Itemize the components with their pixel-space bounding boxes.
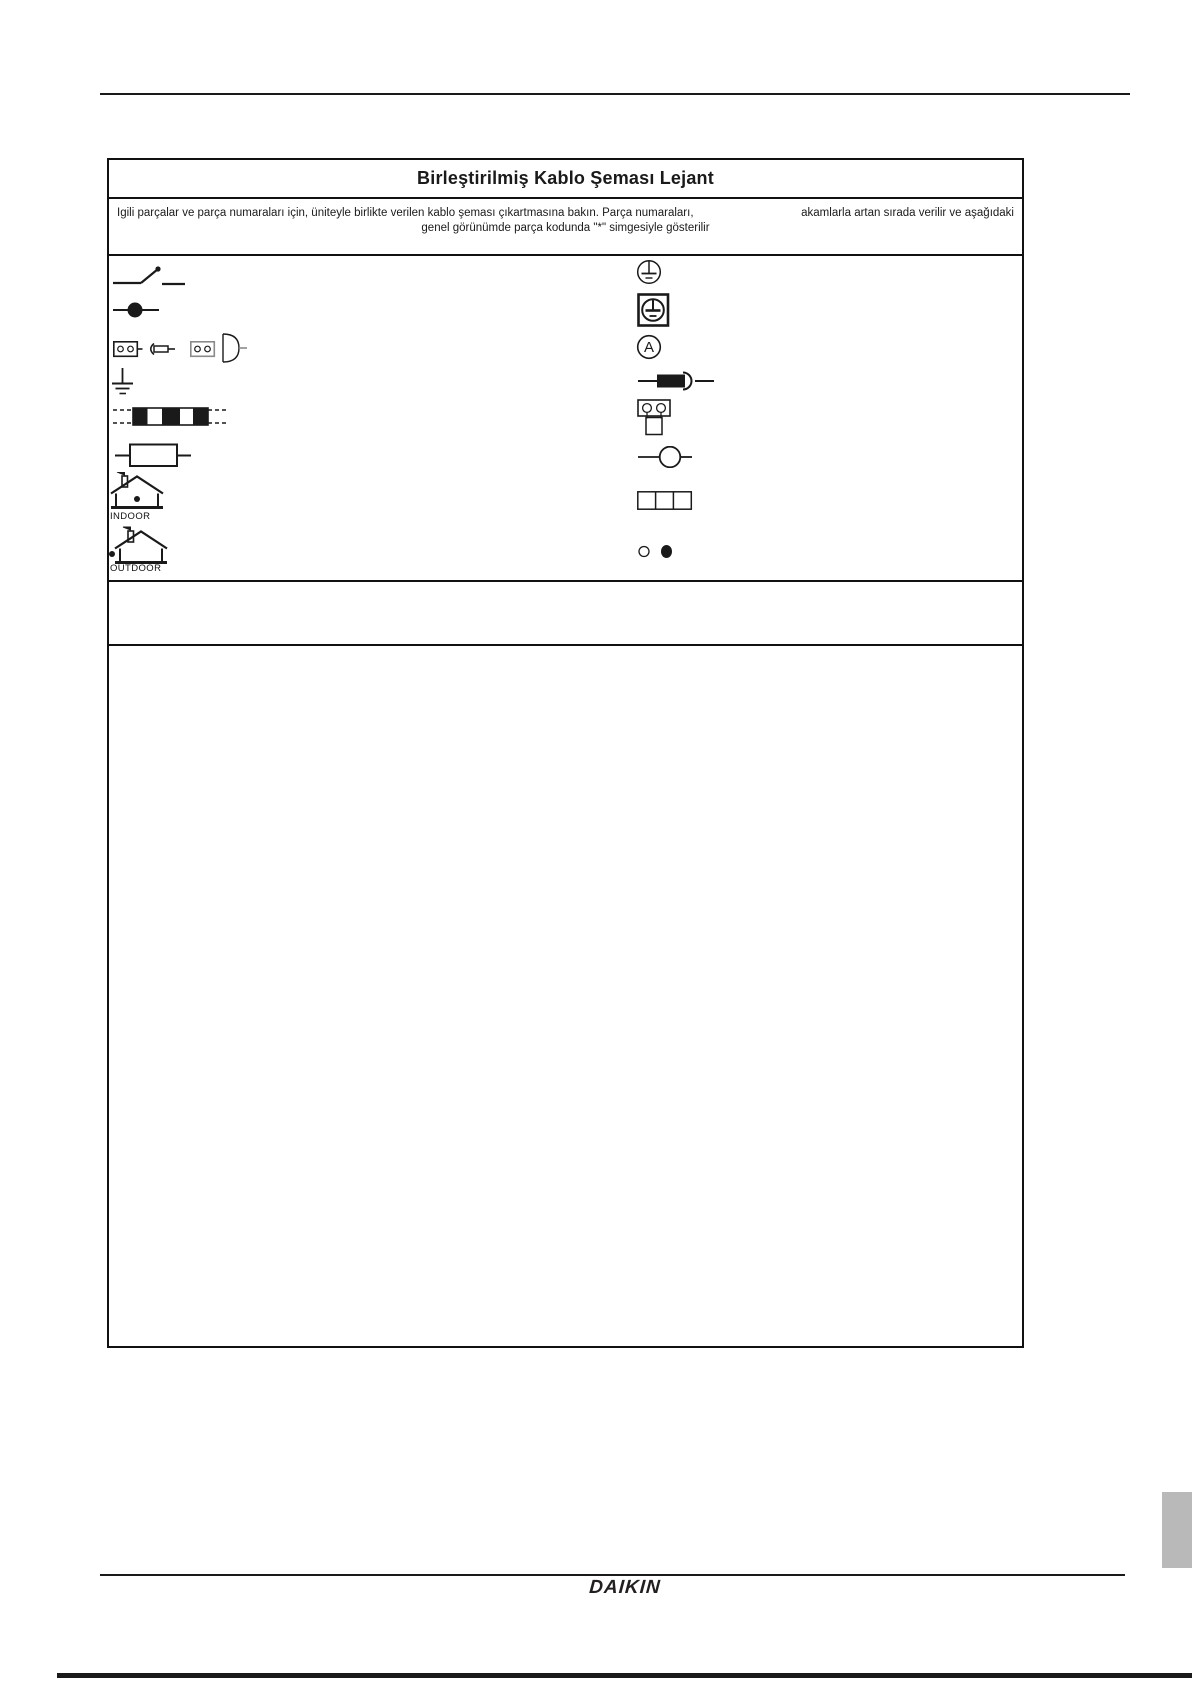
open-and-closed-node-icon: [638, 544, 674, 559]
legend-note-line1: [117, 206, 1014, 220]
legend-empty-band: [109, 582, 1022, 646]
shielded-cable-icon: [113, 406, 229, 428]
wiring-legend-box: [107, 158, 1024, 1348]
protective-earth-icon: [636, 259, 662, 285]
connection-dot-icon: [113, 302, 159, 318]
fuse-icon: [115, 442, 191, 469]
legend-symbols-row: [109, 256, 1022, 582]
page-bottom-rule: [57, 1673, 1192, 1678]
connection-circle-icon: [638, 446, 692, 468]
terminal-strip-icon: [637, 491, 693, 510]
legend-title-row: [109, 160, 1022, 199]
outdoor-unit-house-icon: [108, 526, 168, 564]
legend-note-row: [109, 199, 1022, 256]
daikin-logo: DAIKIN: [588, 1577, 662, 1598]
legend-note-line2: genel görünümde parça kodunda "*" simgesiyle gösterilir: [421, 222, 710, 234]
ammeter-letter: A: [643, 339, 654, 357]
switch-icon: [113, 264, 185, 286]
indoor-unit-house-icon: [110, 472, 164, 510]
legend-note-line1-left: Igili parçalar ve parça numaraları için, üniteyle birlikte verilen kablo şeması çıkartmasına bakın. Parça numaraları,: [117, 207, 694, 219]
outdoor-label: OUTDOOR: [110, 563, 162, 574]
page-index-tab: [1162, 1492, 1192, 1568]
footer-rule: [100, 1574, 1125, 1576]
terminal-connector-icon: [637, 399, 673, 437]
protective-earth-boxed-icon: [637, 293, 670, 327]
legend-note-line1-right: akamlarla artan sırada verilir ve aşağıdaki: [801, 207, 1014, 219]
connector-plug-socket-icon: [113, 333, 249, 363]
indoor-label: INDOOR: [110, 510, 151, 522]
earth-ground-icon: [112, 368, 134, 396]
header-rule: [100, 93, 1130, 95]
legend-title: Birleştirilmiş Kablo Şeması Lejant: [417, 168, 714, 188]
ammeter-icon: [636, 334, 662, 360]
fuse-cartridge-icon: [638, 371, 714, 391]
